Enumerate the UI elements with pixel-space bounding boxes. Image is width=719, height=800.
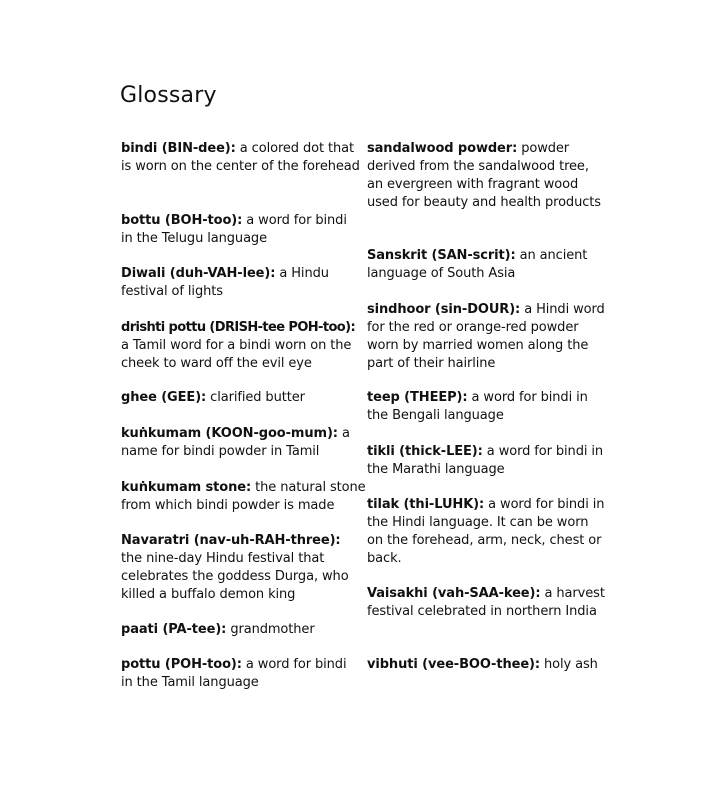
glossary-definition: a word for bindi in the Hindi language. It can be worn on the forehead, arm, neck, chest or back. xyxy=(367,497,605,566)
glossary-term: bindi (BIN-dee): xyxy=(121,141,236,156)
glossary-definition: grandmother xyxy=(226,622,315,637)
glossary-term: Navaratri (nav-uh-RAH-three): xyxy=(121,533,341,548)
glossary-definition: holy ash xyxy=(539,657,598,672)
glossary-term: pottu (POH-too): xyxy=(121,657,242,672)
glossary-term: Sanskrit (SAN-scrit): xyxy=(367,248,516,263)
glossary-entry xyxy=(121,621,361,639)
glossary-entry xyxy=(121,212,361,248)
glossary-definition: powder derived from the sandalwood tree, an evergreen with fragrant wood used for beauty and health products xyxy=(367,141,601,210)
glossary-definition: a name for bindi powder in Tamil xyxy=(121,426,350,459)
glossary-entry xyxy=(121,656,361,692)
glossary-definition: a colored dot that is worn on the center of the forehead xyxy=(121,141,360,174)
glossary-entry xyxy=(121,532,361,603)
glossary-definition: a word for bindi in the Bengali language xyxy=(367,390,588,423)
glossary-entry xyxy=(121,319,366,373)
glossary-term: teep (THEEP): xyxy=(367,390,468,405)
glossary-term: sindhoor (sin-DOUR): xyxy=(367,302,521,317)
glossary-definition: a word for bindi in the Telugu language xyxy=(121,213,347,246)
glossary-definition: a Hindu festival of lights xyxy=(121,266,329,299)
glossary-term: kuṅkumam (KOON-goo-mum): xyxy=(121,426,338,441)
glossary-entry xyxy=(367,656,607,674)
glossary-entry xyxy=(367,585,607,621)
glossary-term: ghee (GEE): xyxy=(121,390,207,405)
glossary-definition: an ancient language of South Asia xyxy=(367,248,588,281)
glossary-entry xyxy=(367,301,607,372)
glossary-entry xyxy=(367,496,607,567)
glossary-term: vibhuti (vee-BOO-thee): xyxy=(367,657,540,672)
glossary-term: drishti pottu (DRISH-tee POH-too): xyxy=(121,320,356,335)
glossary-term: tikli (thick-LEE): xyxy=(367,444,483,459)
glossary-entry xyxy=(121,389,361,407)
glossary-entry xyxy=(367,443,607,479)
glossary-entry xyxy=(121,140,361,176)
glossary-definition: a word for bindi in the Tamil language xyxy=(121,657,347,690)
glossary-definition: a word for bindi in the Marathi language xyxy=(367,444,604,477)
glossary-term: tilak (thi-LUHK): xyxy=(367,497,485,512)
glossary-term: paati (PA-tee): xyxy=(121,622,227,637)
glossary-definition: clarified butter xyxy=(206,390,305,405)
glossary-entry xyxy=(121,479,366,515)
glossary-entry xyxy=(121,425,361,461)
glossary-entry xyxy=(367,247,607,283)
glossary-definition: a Hindi word for the red or orange-red powder worn by married women along the part of their hairline xyxy=(367,302,605,371)
glossary-definition: the nine-day Hindu festival that celebrates the goddess Durga, who killed a buffalo demon king xyxy=(121,550,349,602)
glossary-term: Diwali (duh-VAH-lee): xyxy=(121,266,276,281)
glossary-term: bottu (BOH-too): xyxy=(121,213,243,228)
glossary-entry xyxy=(121,265,361,301)
glossary-term: sandalwood powder: xyxy=(367,141,518,156)
glossary-entry xyxy=(367,389,607,425)
glossary-definition: a harvest festival celebrated in northern India xyxy=(367,586,605,619)
glossary-term: Vaisakhi (vah-SAA-kee): xyxy=(367,586,541,601)
glossary-definition: the natural stone from which bindi powder is made xyxy=(121,480,366,513)
page-title: Glossary xyxy=(120,83,217,108)
glossary-definition: a Tamil word for a bindi worn on the cheek to ward off the evil eye xyxy=(121,337,352,371)
glossary-term: kuṅkumam stone: xyxy=(121,480,252,495)
glossary-entry xyxy=(367,140,607,211)
